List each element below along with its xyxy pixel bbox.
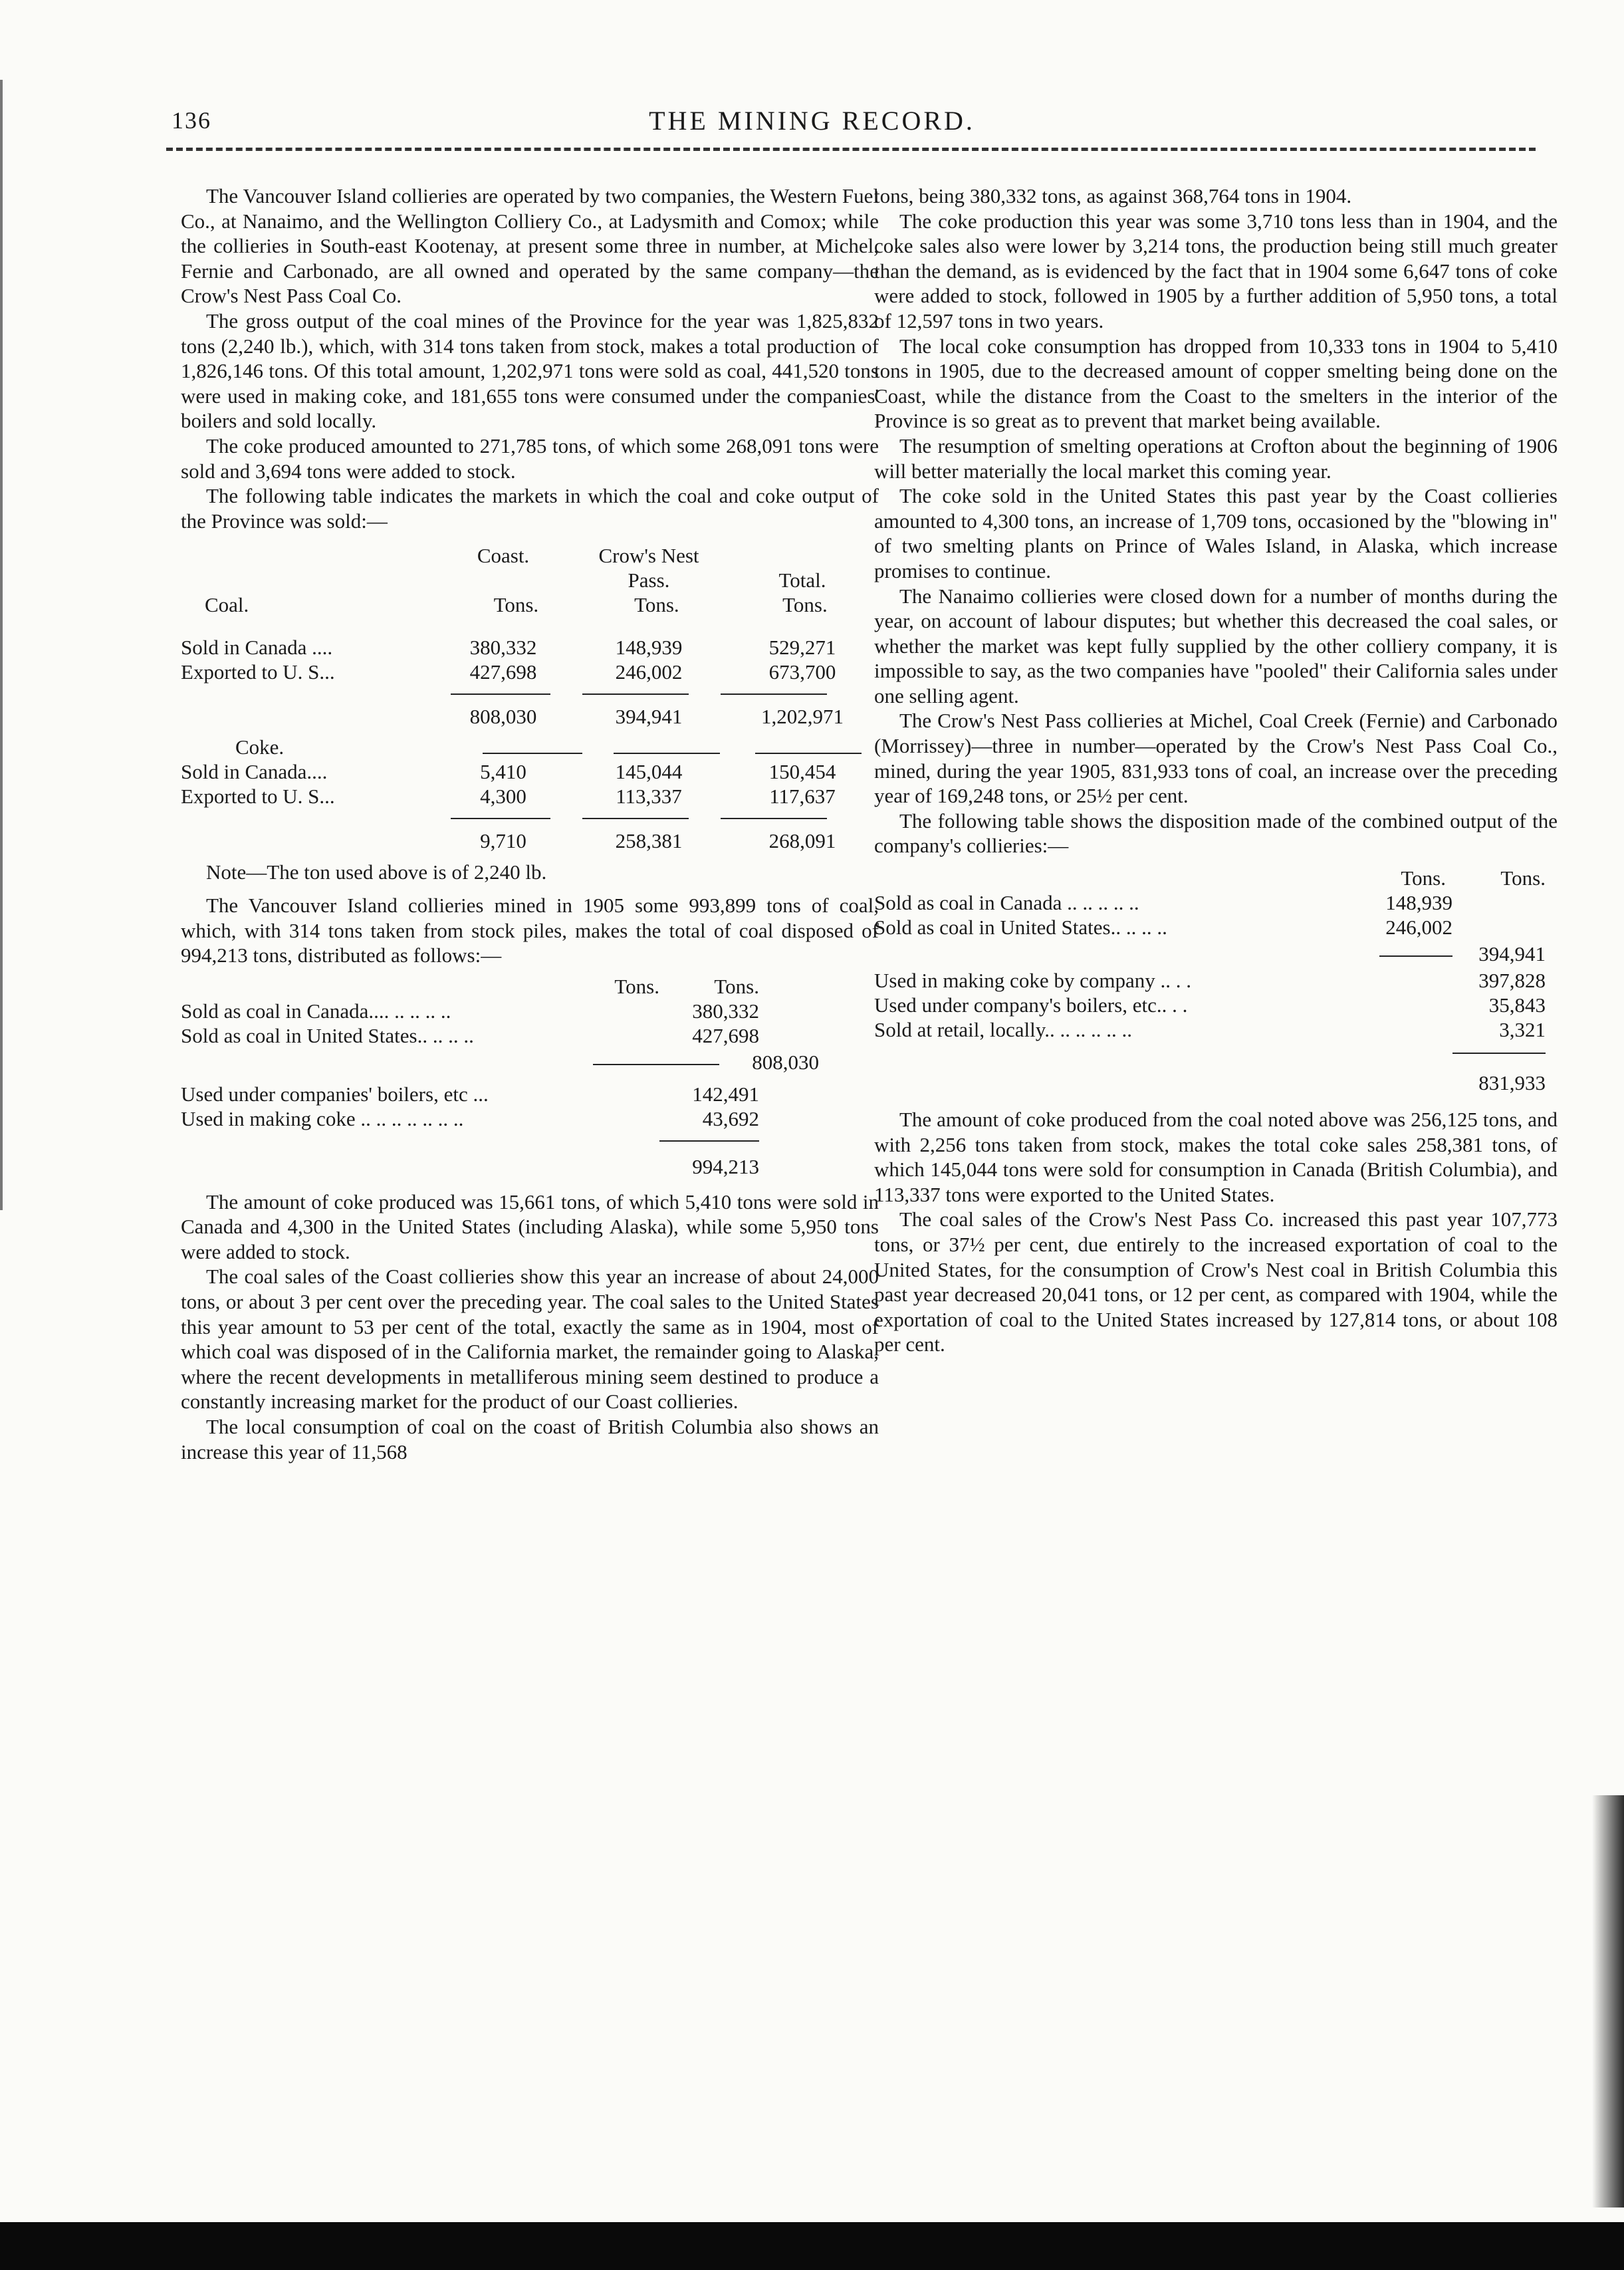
cell: 673,700 (768, 660, 836, 684)
page-edge-shadow (1592, 1795, 1624, 2207)
total-row (874, 1065, 1558, 1095)
paragraph: The coal sales of the Coast collieries show this year an increase of about 24,000 tons, or about 3 per cent over the preceding year. The coal sales to the United States this year amount to 53 per cent of the total, exactly the same as in 1904, most of which coal was disposed of in the California market, the remainder going to Alaska, where the recent developments in metalliferous mining seem destined to produce a constantly increasing market for the product of our Coast collieries. (181, 1265, 879, 1414)
table-note: Note—The ton used above is of 2,240 lb. (206, 860, 547, 884)
header-rule (166, 148, 1536, 151)
paragraph: The Vancouver Island collieries are operated by two companies, the Western Fuel Co., at Nanaimo, and the Wellington Colliery Co., at Ladysmith and Comox; while the collieries in South-east Kootenay, at present some three in number, at Michel, Fernie and Carbonado, are all owned and operated by the same company—the Crow's Nest Pass Coal Co. (181, 184, 879, 308)
section-label: Coke. (235, 735, 285, 759)
row-label: Sold in Canada.... (181, 760, 328, 784)
table-row (181, 617, 879, 660)
table-row (181, 999, 879, 1023)
cell: 148,939 (615, 636, 683, 660)
cell: 394,941 (615, 705, 683, 729)
total-row (181, 828, 879, 853)
cell: 142,491 (692, 1082, 759, 1106)
paragraph: The Nanaimo collieries were closed down for a number of months during the year, on account of labour disputes; but whether this decreased the coal sales, or whether the market was kept fully supplied by the other colliery company, it is impossible to say, as the two companies have "pooled" their California sales under one selling agent. (874, 584, 1558, 707)
cell: 808,030 (469, 705, 537, 729)
paragraph: tons, being 380,332 tons, as against 368,764 tons in 1904. (874, 184, 1352, 207)
table-row (874, 915, 1558, 940)
column-header: Tons. (714, 974, 759, 998)
cell: 35,843 (1488, 993, 1546, 1017)
row-label: Exported to U. S... (181, 660, 335, 684)
column-header: Tons. (614, 974, 659, 998)
cell: 427,698 (469, 660, 537, 684)
table-header-row (181, 592, 879, 617)
markets-table (181, 539, 879, 853)
column-header: Tons. (1500, 866, 1546, 890)
cell: 145,044 (615, 760, 683, 784)
cell: 380,332 (692, 999, 759, 1023)
row-label: Used under company's boilers, etc.. . . (874, 993, 1188, 1017)
row-label: Sold as coal in Canada.... .. .. .. .. (181, 999, 451, 1023)
sum-rule (181, 809, 879, 828)
column-header: Coast. (477, 544, 530, 568)
subtotal-row (181, 1048, 879, 1074)
cell: 994,213 (692, 1154, 759, 1178)
cell: 268,091 (768, 829, 836, 853)
row-label: Sold as coal in Canada .. .. .. .. .. (874, 891, 1139, 915)
row-label: Sold as coal in United States.. .. .. .. (181, 1023, 474, 1047)
cell: 117,637 (769, 785, 836, 809)
sum-rule (1379, 955, 1452, 957)
sum-rule (1452, 1053, 1546, 1054)
paragraph: The local consumption of coal on the coast of British Columbia also shows an increase this year of 11,568 (181, 1415, 879, 1463)
paragraph: The resumption of smelting operations at Crofton about the beginning of 1906 will better materially the local market this coming year. (874, 434, 1558, 483)
table-row (181, 729, 879, 759)
row-label: Sold as coal in United States.. .. .. .. (874, 916, 1167, 940)
cell: 5,410 (480, 760, 526, 784)
column-header: Crow's Nest (598, 544, 699, 568)
paragraph: The local coke consumption has dropped from 10,333 tons in 1904 to 5,410 tons in 1905, due to the decreased amount of copper smelting being done on the Coast, while the distance from the Coast to the smelters in the interior of the Province is so great as to prevent that market being available. (874, 334, 1558, 433)
row-label: Exported to U. S... (181, 785, 335, 809)
table-row (181, 784, 879, 809)
running-head: THE MINING RECORD. (649, 106, 975, 136)
section-label: Coal. (205, 593, 249, 617)
paragraph: The coal sales of the Crow's Nest Pass Co. increased this past year 107,773 tons, or 37½ per cent, due entirely to the increased exportation of coal to the United States, for the consumption of Crow's Nest coal in British Columbia this past year decreased 20,041 tons, or 12 per cent, as compared with 1904, while the exportation of coal to the United States increased by 127,814 tons, or about 108 per cent. (874, 1207, 1558, 1356)
page-number: 136 (172, 107, 211, 134)
column-header: Total. (778, 568, 826, 592)
table-header-row (181, 568, 879, 592)
paragraph: The Vancouver Island collieries mined in 1905 some 993,899 tons of coal, which, with 314 tons taken from stock piles, makes the total of coal disposed of 994,213 tons, distributed as follows:— (181, 893, 879, 967)
column-unit: Tons. (782, 593, 828, 617)
cell: 43,692 (702, 1106, 759, 1130)
cell: 380,332 (469, 636, 537, 660)
cell: 148,939 (1385, 891, 1452, 915)
paragraph: The amount of coke produced was 15,661 tons, of which 5,410 tons were sold in Canada and 4,300 in the United States (including Alaska), while some 5,950 tons were added to stock. (181, 1190, 879, 1263)
sum-rule (593, 1064, 719, 1065)
coast-distribution-table (181, 971, 879, 1179)
column-unit: Tons. (493, 593, 539, 617)
table-row (181, 759, 879, 784)
cell: 427,698 (692, 1023, 759, 1047)
table-header-row (181, 539, 879, 568)
column-unit: Tons. (634, 593, 679, 617)
column-header: Pass. (628, 568, 670, 592)
table-row (181, 660, 879, 684)
sum-rule-row (181, 1131, 879, 1151)
cell: 1,202,971 (761, 705, 844, 729)
scan-edge (0, 80, 3, 1210)
paragraph: The Crow's Nest Pass collieries at Michel, Coal Creek (Fernie) and Carbonado (Morrissey)—three in number—operated by the Crow's Nest Pass Coal Co., mined, during the year 1905, 831,933 tons of coal, an increase over the preceding year of 169,248 tons, or 25½ per cent. (874, 709, 1558, 808)
subtotal-row (874, 940, 1558, 966)
cell: 397,828 (1478, 969, 1546, 993)
paragraph: The following table shows the disposition made of the combined output of the company's collieries:— (874, 809, 1558, 858)
cell: 9,710 (480, 829, 526, 853)
table-row (874, 890, 1558, 915)
cell: 4,300 (480, 785, 526, 809)
row-label: Used in making coke by company .. . . (874, 969, 1191, 993)
cell: 150,454 (768, 760, 836, 784)
left-column (181, 184, 879, 1464)
table-row (874, 966, 1558, 993)
total-row (181, 704, 879, 729)
table-header-row (181, 971, 879, 999)
paragraph: The coke produced amounted to 271,785 tons, of which some 268,091 tons were sold and 3,694 tons were added to stock. (181, 434, 879, 483)
sum-rule (181, 684, 879, 704)
paragraph: The following table indicates the markets in which the coal and coke output of the Province was sold:— (181, 484, 879, 533)
paragraph: The coke sold in the United States this past year by the Coast collieries amounted to 4,300 tons, an increase of 1,709 tons, occasioned by the "blowing in" of two smelting plants on Prince of Wales Island, in Alaska, which increase promises to continue. (874, 484, 1558, 582)
table-row (181, 1074, 879, 1106)
paragraph: The gross output of the coal mines of the Province for the year was 1,825,832 tons (2,240 lb.), which, with 314 tons taken from stock, makes a total production of 1,826,146 tons. Of this total amount, 1,202,971 tons were sold as coal, 441,520 tons were used in making coke, and 181,655 tons were consumed under the companies' boilers and sold locally. (181, 309, 879, 433)
right-column (874, 184, 1558, 1357)
table-row (874, 1017, 1558, 1042)
cell: 3,321 (1499, 1018, 1546, 1042)
paragraph: The amount of coke produced from the coal noted above was 256,125 tons, and with 2,256 tons taken from stock, makes the total coke sales 258,381 tons, of which 145,044 tons were sold for consumption in Canada (British Columbia), and 113,337 tons were exported to the United States. (874, 1108, 1558, 1206)
row-label: Used in making coke .. .. .. .. .. .. .. (181, 1106, 464, 1130)
paragraph: The coke production this year was some 3,710 tons less than in 1904, and the coke sales also were lower by 3,214 tons, the production being still much greater than the demand, as is evidenced by the fact that in 1904 some 6,647 tons of coke were added to stock, followed in 1905 by a further addition of 5,950 tons, a total of 12,597 tons in two years. (874, 209, 1558, 332)
table-header-row (874, 862, 1558, 890)
cell: 808,030 (752, 1050, 819, 1074)
table-row (181, 1106, 879, 1131)
cell: 394,941 (1478, 942, 1546, 966)
table-row (181, 1023, 879, 1048)
scan-bottom-bar (0, 2222, 1624, 2270)
column-header: Tons. (1401, 866, 1446, 890)
row-label: Sold in Canada .... (181, 636, 333, 660)
cell: 529,271 (768, 636, 836, 660)
cell: 113,337 (616, 785, 682, 809)
total-row (181, 1151, 879, 1179)
cell: 246,002 (1385, 916, 1452, 940)
row-label: Sold at retail, locally.. .. .. .. .. .. (874, 1018, 1132, 1042)
cell: 246,002 (615, 660, 683, 684)
crows-nest-disposition-table (874, 862, 1558, 1095)
sum-rule-row (874, 1042, 1558, 1065)
cell: 258,381 (615, 829, 683, 853)
sum-rule (659, 1140, 759, 1142)
cell: 831,933 (1478, 1071, 1546, 1095)
table-row (874, 993, 1558, 1017)
row-label: Used under companies' boilers, etc ... (181, 1082, 489, 1106)
